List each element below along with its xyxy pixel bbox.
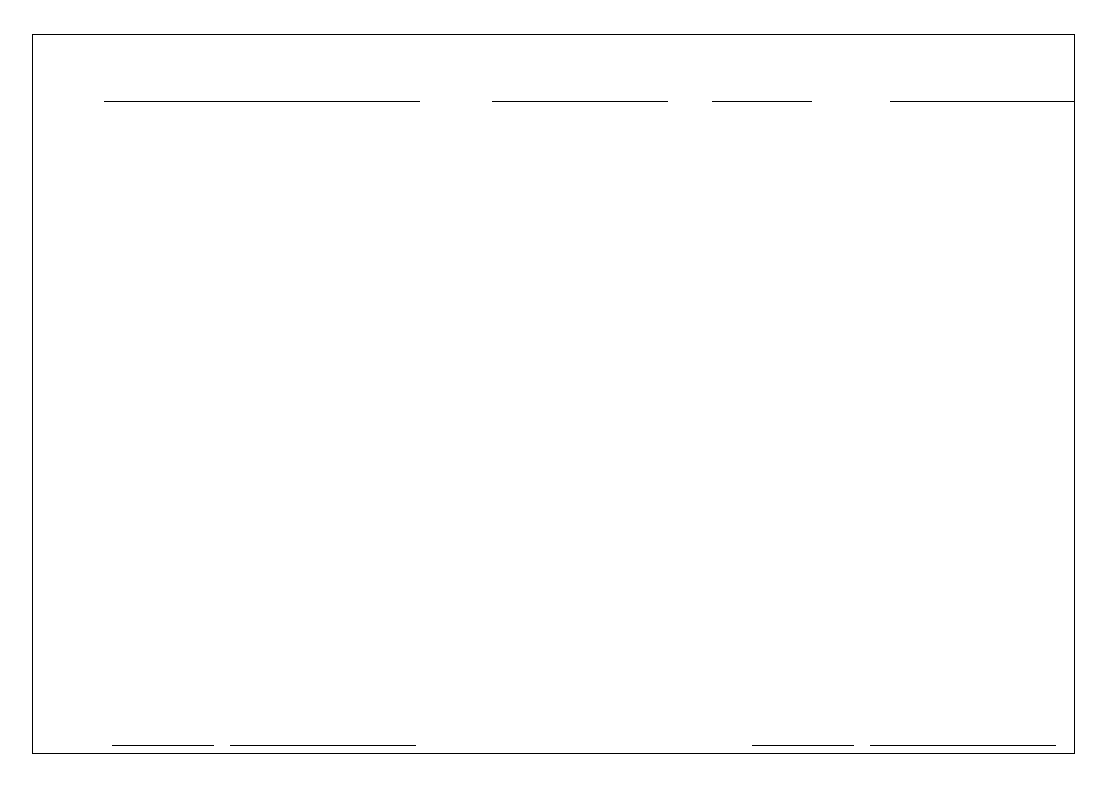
footer-responsible-signature-field[interactable] [870, 745, 1056, 746]
footer-cynologist-field[interactable] [112, 745, 214, 746]
header-sex-field[interactable] [712, 101, 812, 102]
footer-cynologist-signature-field[interactable] [230, 745, 416, 746]
header-breed-field[interactable] [492, 101, 668, 102]
pedigree-frame [32, 34, 1075, 754]
header-name-field[interactable] [104, 101, 420, 102]
header-cert-field[interactable] [890, 101, 1074, 102]
footer-responsible-field[interactable] [752, 745, 854, 746]
